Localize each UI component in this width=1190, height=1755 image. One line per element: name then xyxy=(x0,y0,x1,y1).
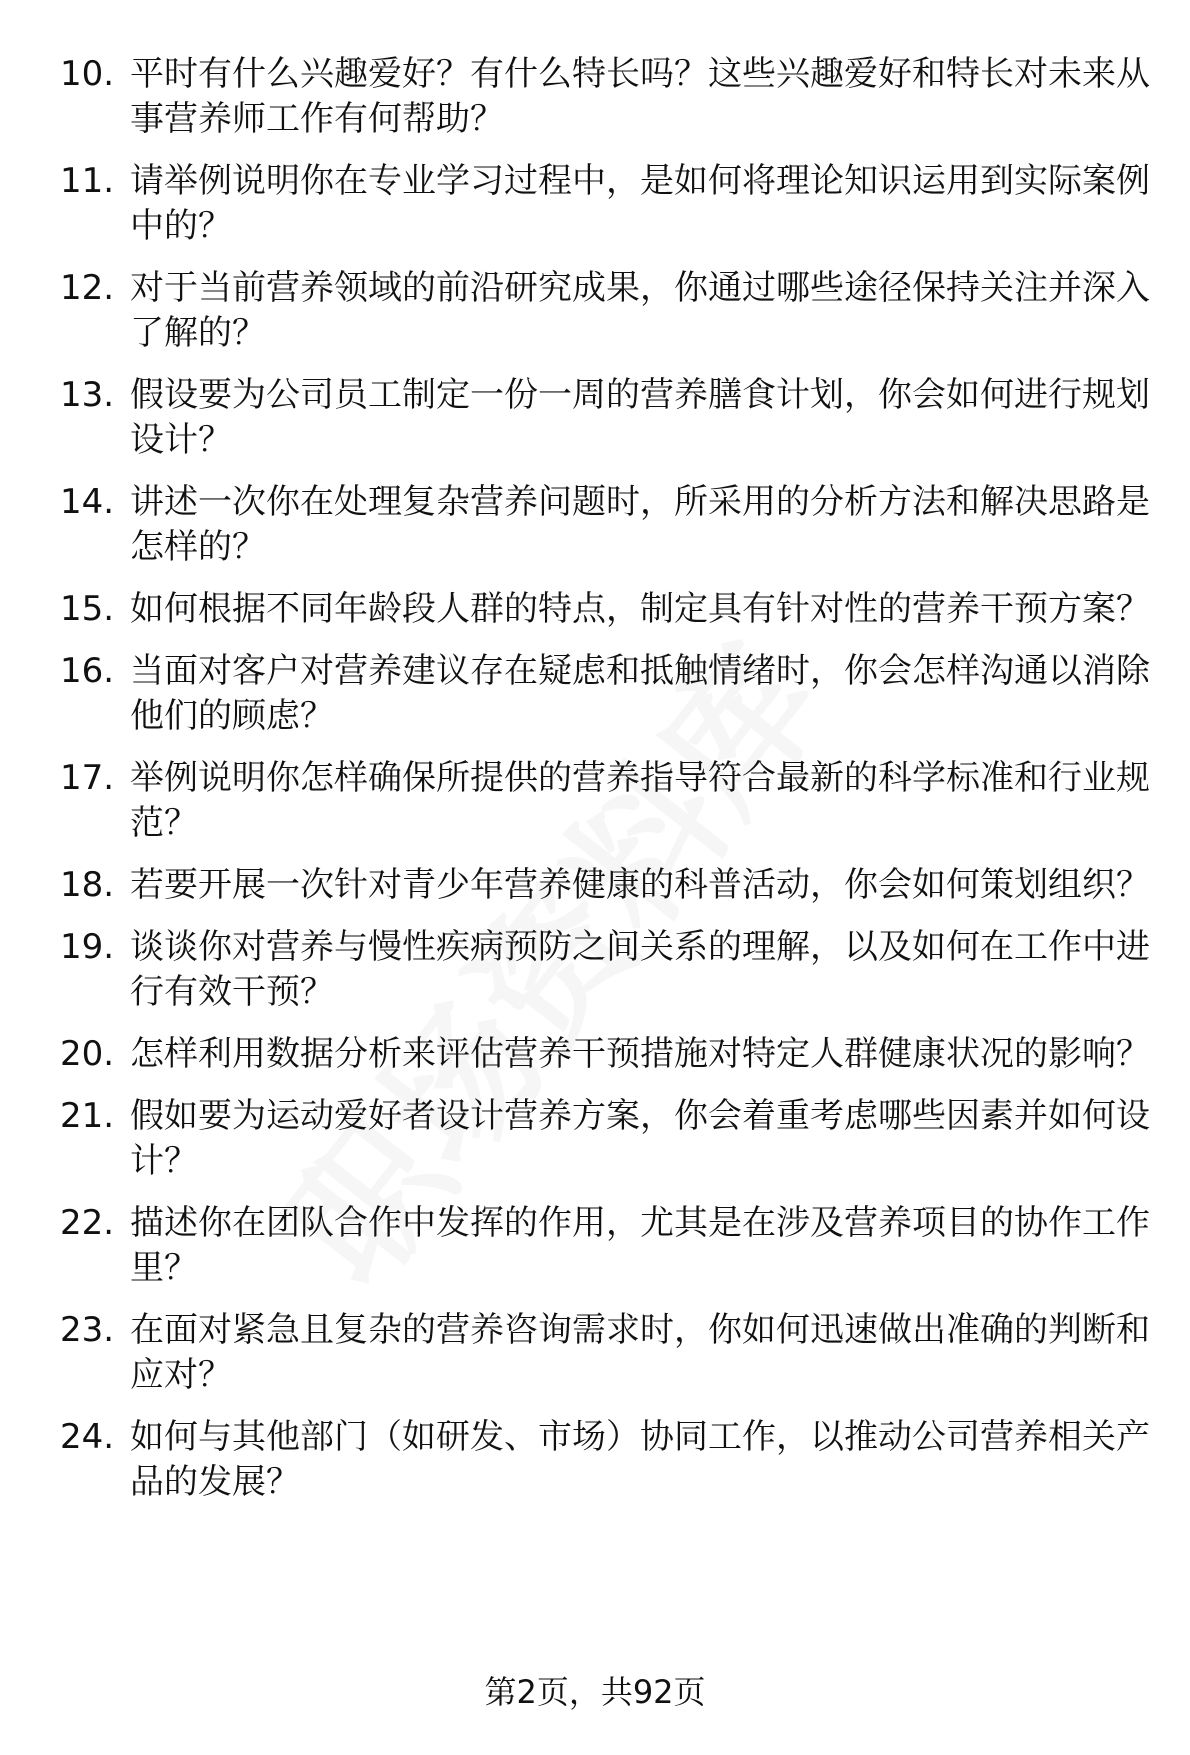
question-text: 谈谈你对营养与慢性疾病预防之间关系的理解，以及如何在工作中进行有效干预？ xyxy=(130,927,1150,1012)
question-text: 当面对客户对营养建议存在疑虑和抵触情绪时，你会怎样沟通以消除他们的顾虑？ xyxy=(130,651,1150,736)
question-number: 22. xyxy=(60,1203,115,1243)
question-number: 24. xyxy=(60,1417,115,1457)
question-number: 18. xyxy=(60,865,115,905)
question-item xyxy=(60,373,1150,463)
question-number: 21. xyxy=(60,1096,115,1136)
question-list xyxy=(60,52,1150,1522)
question-item xyxy=(60,1201,1150,1291)
question-text: 举例说明你怎样确保所提供的营养指导符合最新的科学标准和行业规范？ xyxy=(130,758,1150,843)
question-text: 如何与其他部门（如研发、市场）协同工作，以推动公司营养相关产品的发展？ xyxy=(130,1417,1150,1502)
question-number: 12. xyxy=(60,268,115,308)
question-text: 描述你在团队合作中发挥的作用，尤其是在涉及营养项目的协作工作里？ xyxy=(130,1203,1150,1288)
question-text: 若要开展一次针对青少年营养健康的科普活动，你会如何策划组织？ xyxy=(130,865,1150,905)
page-number-label: 第2页，共92页 xyxy=(484,1673,706,1711)
question-number: 23. xyxy=(60,1310,115,1350)
question-text: 在面对紧急且复杂的营养咨询需求时，你如何迅速做出准确的判断和应对？ xyxy=(130,1310,1150,1395)
question-number: 11. xyxy=(60,161,115,201)
question-item xyxy=(60,1094,1150,1184)
question-item xyxy=(60,756,1150,846)
question-item xyxy=(60,1415,1150,1505)
question-item xyxy=(60,52,1150,142)
question-text: 对于当前营养领域的前沿研究成果，你通过哪些途径保持关注并深入了解的？ xyxy=(130,268,1150,353)
question-number: 15. xyxy=(60,589,115,629)
question-item xyxy=(60,649,1150,739)
page-footer xyxy=(0,1672,1190,1712)
question-number: 16. xyxy=(60,651,115,691)
question-number: 13. xyxy=(60,375,115,415)
question-text: 平时有什么兴趣爱好？有什么特长吗？这些兴趣爱好和特长对未来从事营养师工作有何帮助？ xyxy=(130,54,1150,139)
question-text: 如何根据不同年龄段人群的特点，制定具有针对性的营养干预方案？ xyxy=(130,589,1150,629)
question-item xyxy=(60,266,1150,356)
question-number: 10. xyxy=(60,54,115,94)
question-number: 19. xyxy=(60,927,115,967)
question-item xyxy=(60,159,1150,249)
question-item xyxy=(60,587,1150,632)
question-text: 怎样利用数据分析来评估营养干预措施对特定人群健康状况的影响？ xyxy=(130,1034,1150,1074)
question-text: 假如要为运动爱好者设计营养方案，你会着重考虑哪些因素并如何设计？ xyxy=(130,1096,1150,1181)
question-text: 讲述一次你在处理复杂营养问题时，所采用的分析方法和解决思路是怎样的？ xyxy=(130,482,1150,567)
question-item xyxy=(60,925,1150,1015)
question-number: 17. xyxy=(60,758,115,798)
question-number: 14. xyxy=(60,482,115,522)
question-item xyxy=(60,863,1150,908)
question-item xyxy=(60,1308,1150,1398)
question-number: 20. xyxy=(60,1034,115,1074)
question-text: 请举例说明你在专业学习过程中，是如何将理论知识运用到实际案例中的？ xyxy=(130,161,1150,246)
question-item xyxy=(60,1032,1150,1077)
question-text: 假设要为公司员工制定一份一周的营养膳食计划，你会如何进行规划设计？ xyxy=(130,375,1150,460)
question-item xyxy=(60,480,1150,570)
